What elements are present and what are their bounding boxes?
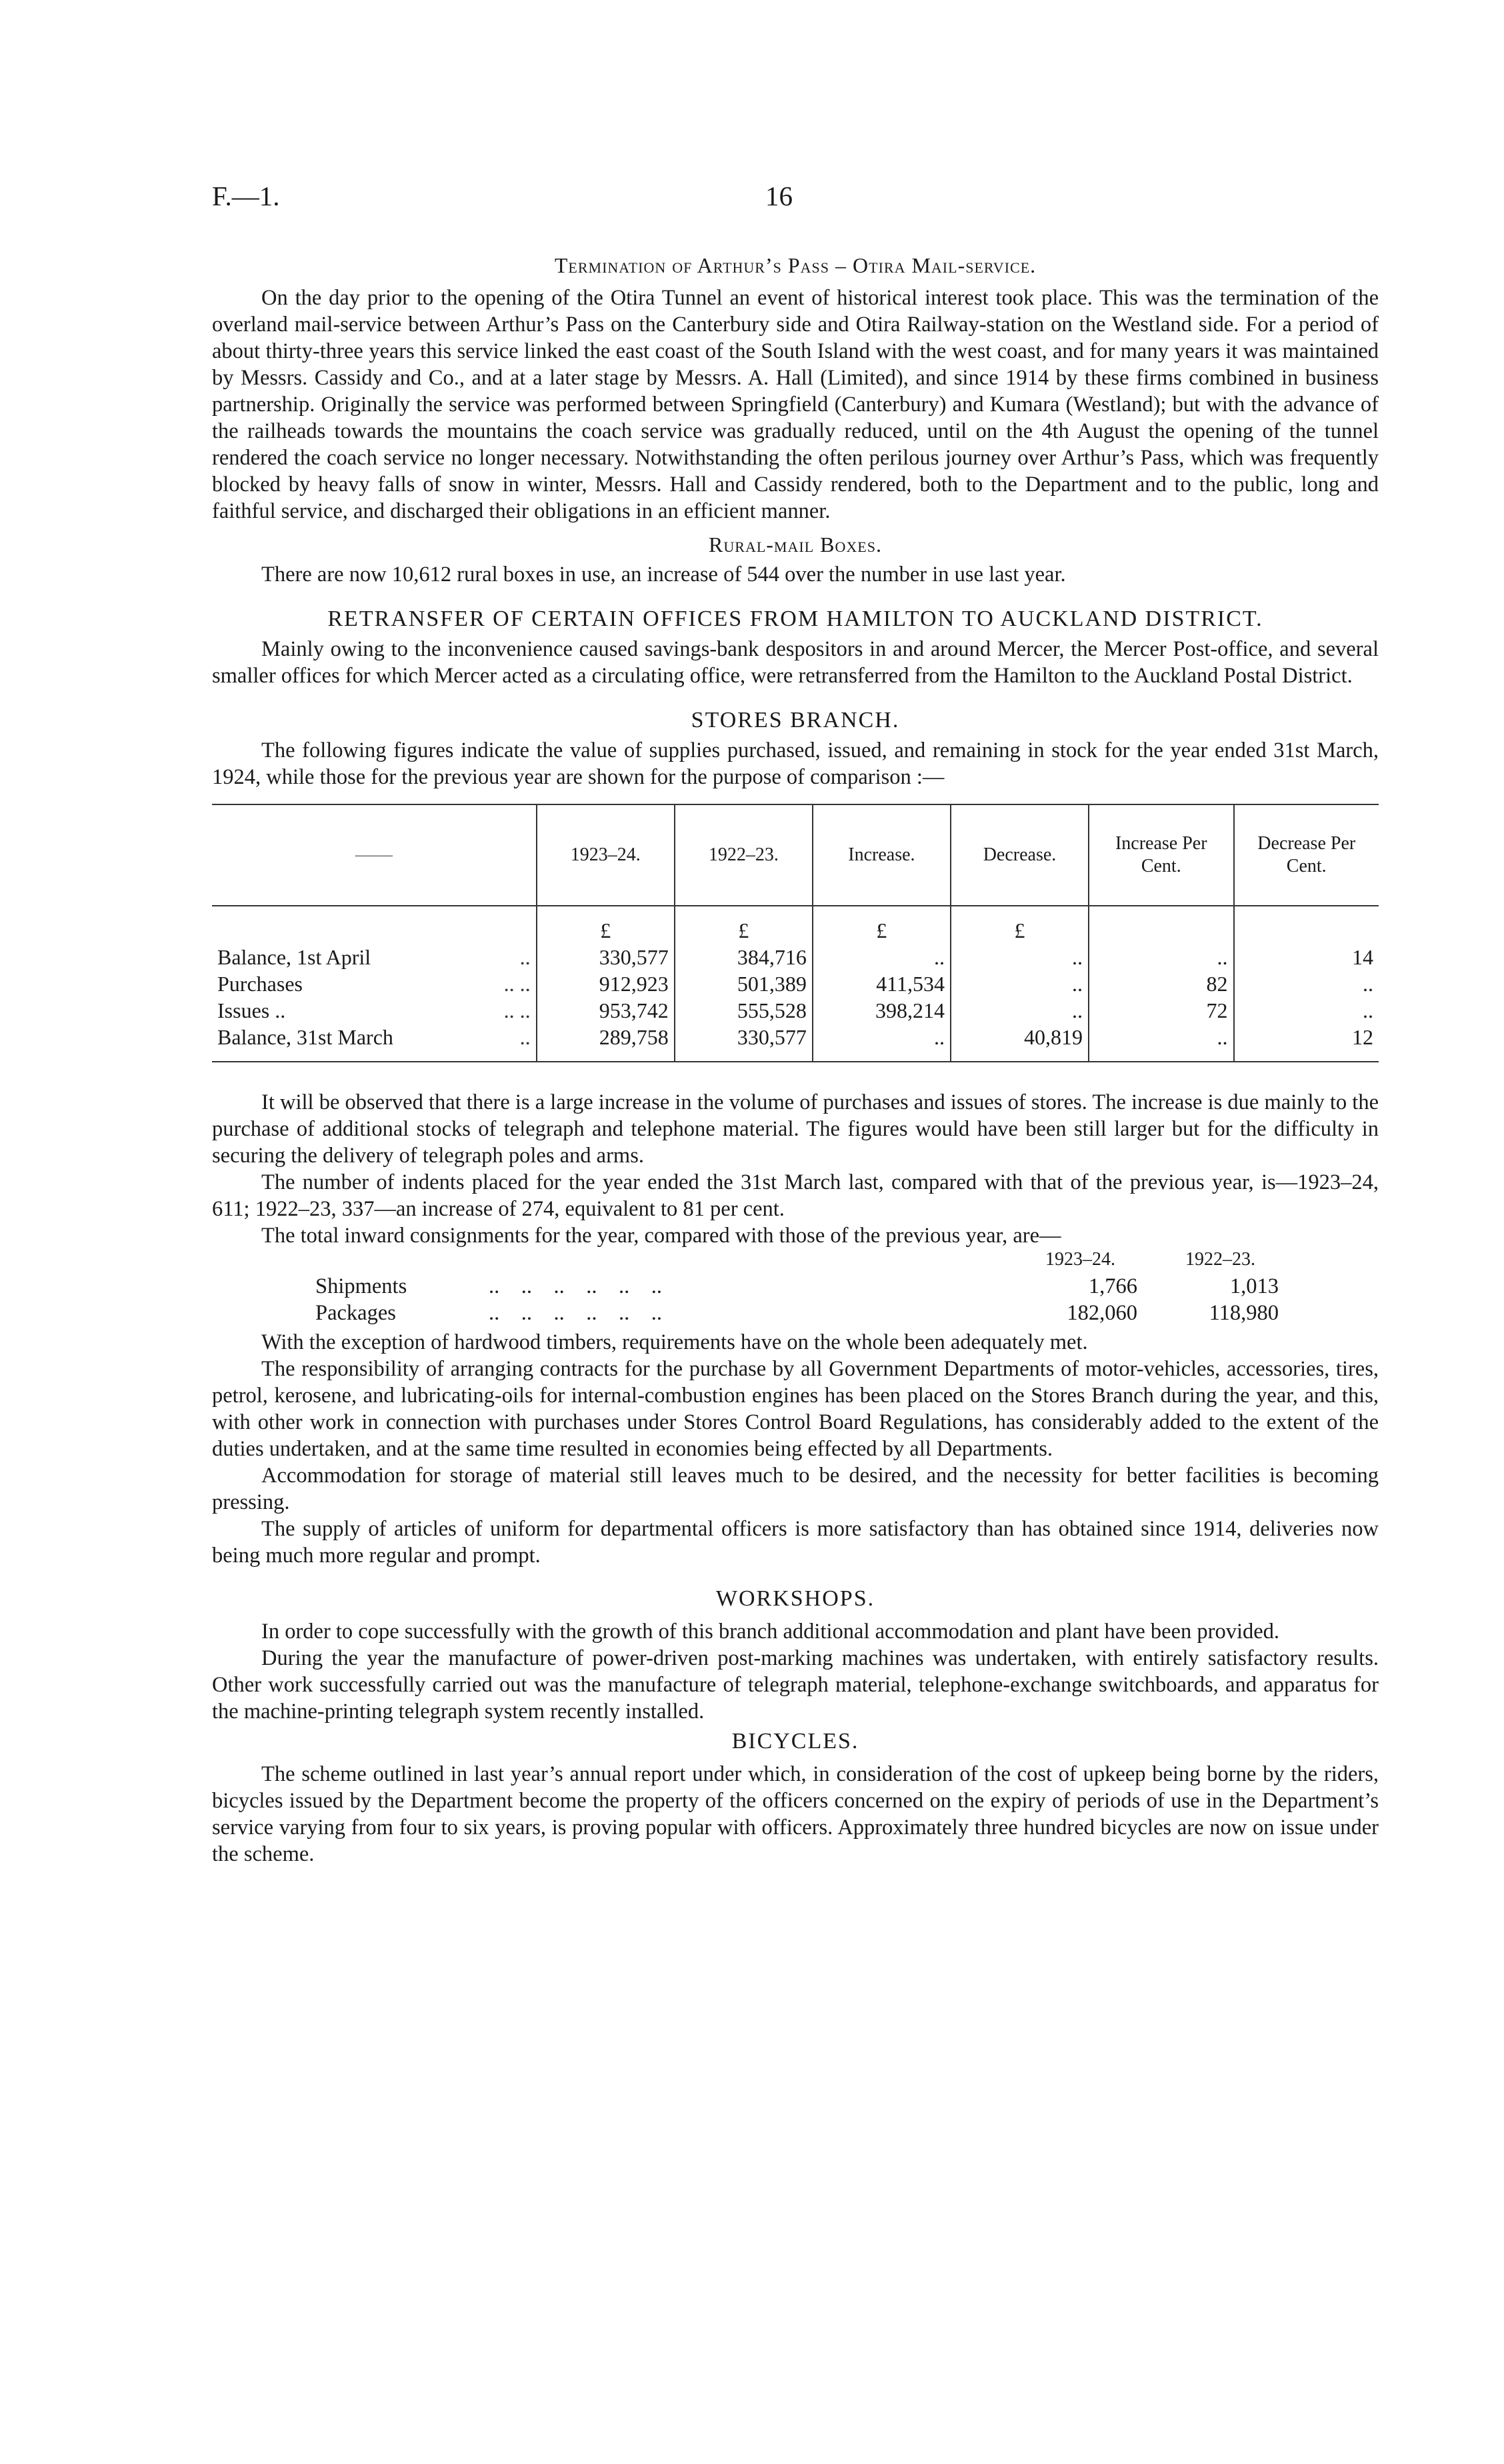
table-row xyxy=(212,970,1379,997)
cell: 953,742 xyxy=(537,997,675,1024)
unit-cell: £ xyxy=(537,906,675,944)
stores-intro: The following figures indicate the value of supplies purchased, issued, and remaining in stock for the year ended 31st March, 1924, while those for the previous year are shown for the purpose of comparison :— xyxy=(212,738,1379,789)
stores-paragraph-2: The number of indents placed for the year ended the 31st March last, compared with that of the previous year, is—1923–24, 611; 1922–23, 337—an increase of 274, equivalent to 81 per cent. xyxy=(212,1170,1379,1221)
cell: 72 xyxy=(1089,997,1233,1024)
retransfer-paragraph: Mainly owing to the inconvenience caused savings-bank despositors in and around Mercer, the Mercer Post-office, and several smaller offices for which Mercer acted as a circulating office, were retransferred from the Hamilton to the Auckland Postal District. xyxy=(212,637,1379,688)
cell: 289,758 xyxy=(537,1024,675,1062)
consign-header-1923-24: 1923–24. xyxy=(1045,1249,1115,1270)
row-label: Balance, 31st March xyxy=(217,1024,393,1049)
col-header-decrease-pct: Decrease Per Cent. xyxy=(1234,804,1379,906)
col-header-decrease: Decrease. xyxy=(951,804,1089,906)
cell: 384,716 xyxy=(675,944,813,970)
consign-value: 182,060 xyxy=(1067,1301,1137,1325)
cell: .. xyxy=(1089,944,1233,970)
stores-heading: STORES BRANCH. xyxy=(691,708,900,732)
unit-cell: £ xyxy=(951,906,1089,944)
consign-value: 118,980 xyxy=(1209,1301,1279,1325)
page xyxy=(212,180,1379,1867)
cell: 411,534 xyxy=(813,970,951,997)
cell: .. xyxy=(813,944,951,970)
cell: 501,389 xyxy=(675,970,813,997)
row-label: Balance, 1st April xyxy=(217,944,371,969)
termination-heading: Termination of Arthur’s Pass – Otira Mail-service. xyxy=(554,253,1037,277)
consign-header-1922-23: 1922–23. xyxy=(1185,1249,1255,1270)
rural-paragraph: There are now 10,612 rural boxes in use, an increase of 544 over the number in use last year. xyxy=(261,563,1066,587)
table-row xyxy=(212,997,1379,1024)
col-header-increase-pct: Increase Per Cent. xyxy=(1089,804,1233,906)
consign-value: 1,766 xyxy=(1088,1274,1137,1298)
consign-row-label: Shipments xyxy=(315,1274,407,1298)
cell: .. xyxy=(1089,1024,1233,1062)
bicycles-heading: BICYCLES. xyxy=(731,1729,859,1754)
cell: 82 xyxy=(1089,970,1233,997)
cell: .. xyxy=(951,944,1089,970)
col-header-increase: Increase. xyxy=(813,804,951,906)
workshops-paragraph-2: During the year the manufacture of power-driven post-marking machines was undertaken, with entirely satisfactory results. Other work successfully carried out was the manufacture of telegraph material, telephone-exchange switchboards, and apparatus for the machine-printing telegraph system recently installed. xyxy=(212,1646,1379,1724)
blank-header: —— xyxy=(212,804,537,906)
page-number: 16 xyxy=(765,181,793,211)
cell: .. xyxy=(1234,970,1379,997)
cell: 555,528 xyxy=(675,997,813,1024)
rural-heading: Rural-mail Boxes. xyxy=(709,533,882,557)
page-header xyxy=(212,180,1379,213)
retransfer-heading: RETRANSFER OF CERTAIN OFFICES FROM HAMILTON TO AUCKLAND DISTRICT. xyxy=(327,607,1263,631)
cell: .. xyxy=(951,997,1089,1024)
leader-dots: .. .. .. .. .. .. xyxy=(489,1274,662,1298)
termination-paragraph: On the day prior to the opening of the Otira Tunnel an event of historical interest took place. This was the termination of the overland mail-service between Arthur’s Pass on the Canterbury side and Otira Railway-station on the Westland side. For a period of about thirty-three years this service linked the east coast of the South Island with the west coast, and for many years it was maintained by Messrs. Cassidy and Co., and at a later stage by Messrs. A. Hall (Limited), and since 1914 by these firms combined in business partnership. Originally the service was performed between Springfield (Canterbury) and Kumara (Westland); but with the advance of the railheads towards the mountains the coach service was gradually reduced, until on the 4th August the opening of the tunnel rendered the coach service no longer necessary. Notwithstanding the often perilous journey over Arthur’s Pass, which was frequently blocked by heavy falls of snow in winter, Messrs. Hall and Cassidy rendered, both to the Department and to the public, long and faithful service, and discharged their obligations in an efficient manner. xyxy=(212,286,1379,523)
cell: 40,819 xyxy=(951,1024,1089,1062)
workshops-heading: WORKSHOPS. xyxy=(715,1586,875,1611)
leader-dots: .. .. .. .. .. .. xyxy=(489,1301,662,1325)
row-label: Issues .. xyxy=(217,998,286,1022)
cell: .. xyxy=(813,1024,951,1062)
page-reference: F.—1. xyxy=(212,181,280,211)
cell: 912,923 xyxy=(537,970,675,997)
unit-cell xyxy=(1234,906,1379,944)
stores-paragraph-5: The responsibility of arranging contracts for the purchase by all Government Departments of motor-vehicles, accessories, tires, petrol, kerosene, and lubricating-oils for internal-combustion engines has been placed on the Stores Branch during the year, and this, with other work in connection with purchases under Stores Control Board Regulations, has considerably added to the extent of the duties undertaken, and at the same time resulted in economies being effected by all Departments. xyxy=(212,1357,1379,1461)
table-row xyxy=(212,1024,1379,1062)
workshops-paragraph-1: In order to cope successfully with the growth of this branch additional accommodation and plant have been provided. xyxy=(261,1620,1280,1644)
leader-dots: .. .. xyxy=(503,998,531,1022)
units-row xyxy=(212,906,1379,944)
leader-dots: .. .. xyxy=(503,971,531,996)
row-label: Purchases xyxy=(217,971,303,996)
cell: .. xyxy=(951,970,1089,997)
stores-paragraph-4: With the exception of hardwood timbers, requirements have on the whole been adequately met. xyxy=(261,1330,1088,1354)
consignments-table xyxy=(212,1249,1379,1329)
unit-cell: £ xyxy=(813,906,951,944)
table-row xyxy=(212,944,1379,970)
cell: 398,214 xyxy=(813,997,951,1024)
stores-table xyxy=(212,804,1379,1062)
cell: .. xyxy=(1234,997,1379,1024)
stores-paragraph-6: Accommodation for storage of material still leaves much to be desired, and the necessity for better facilities is becoming pressing. xyxy=(212,1464,1379,1514)
bicycles-paragraph: The scheme outlined in last year’s annual report under which, in consideration of the cost of upkeep being borne by the riders, bicycles issued by the Department become the property of the officers concerned on the expiry of periods of use in the Department’s service varying from four to six years, is proving popular with officers. Approximately three hundred bicycles are now on issue under the scheme. xyxy=(212,1762,1379,1866)
consign-value: 1,013 xyxy=(1229,1274,1279,1298)
leader-dots: .. xyxy=(519,1024,531,1049)
col-header-1923-24: 1923–24. xyxy=(537,804,675,906)
cell: 14 xyxy=(1234,944,1379,970)
unit-cell xyxy=(1089,906,1233,944)
leader-dots: .. xyxy=(519,944,531,969)
cell: 330,577 xyxy=(675,1024,813,1062)
col-header-1922-23: 1922–23. xyxy=(675,804,813,906)
stores-paragraph-7: The supply of articles of uniform for departmental officers is more satisfactory than has obtained since 1914, deliveries now being much more regular and prompt. xyxy=(212,1517,1379,1568)
stores-paragraph-1: It will be observed that there is a large increase in the volume of purchases and issues of stores. The increase is due mainly to the purchase of additional stocks of telegraph and telephone material. The figures would have been still larger but for the difficulty in securing the delivery of telegraph poles and arms. xyxy=(212,1090,1379,1168)
consign-row-label: Packages xyxy=(315,1301,396,1325)
cell: 330,577 xyxy=(537,944,675,970)
stores-paragraph-3: The total inward consignments for the year, compared with those of the previous year, are— xyxy=(261,1224,1061,1248)
cell: 12 xyxy=(1234,1024,1379,1062)
stores-table-header xyxy=(212,804,1379,906)
unit-cell: £ xyxy=(675,906,813,944)
